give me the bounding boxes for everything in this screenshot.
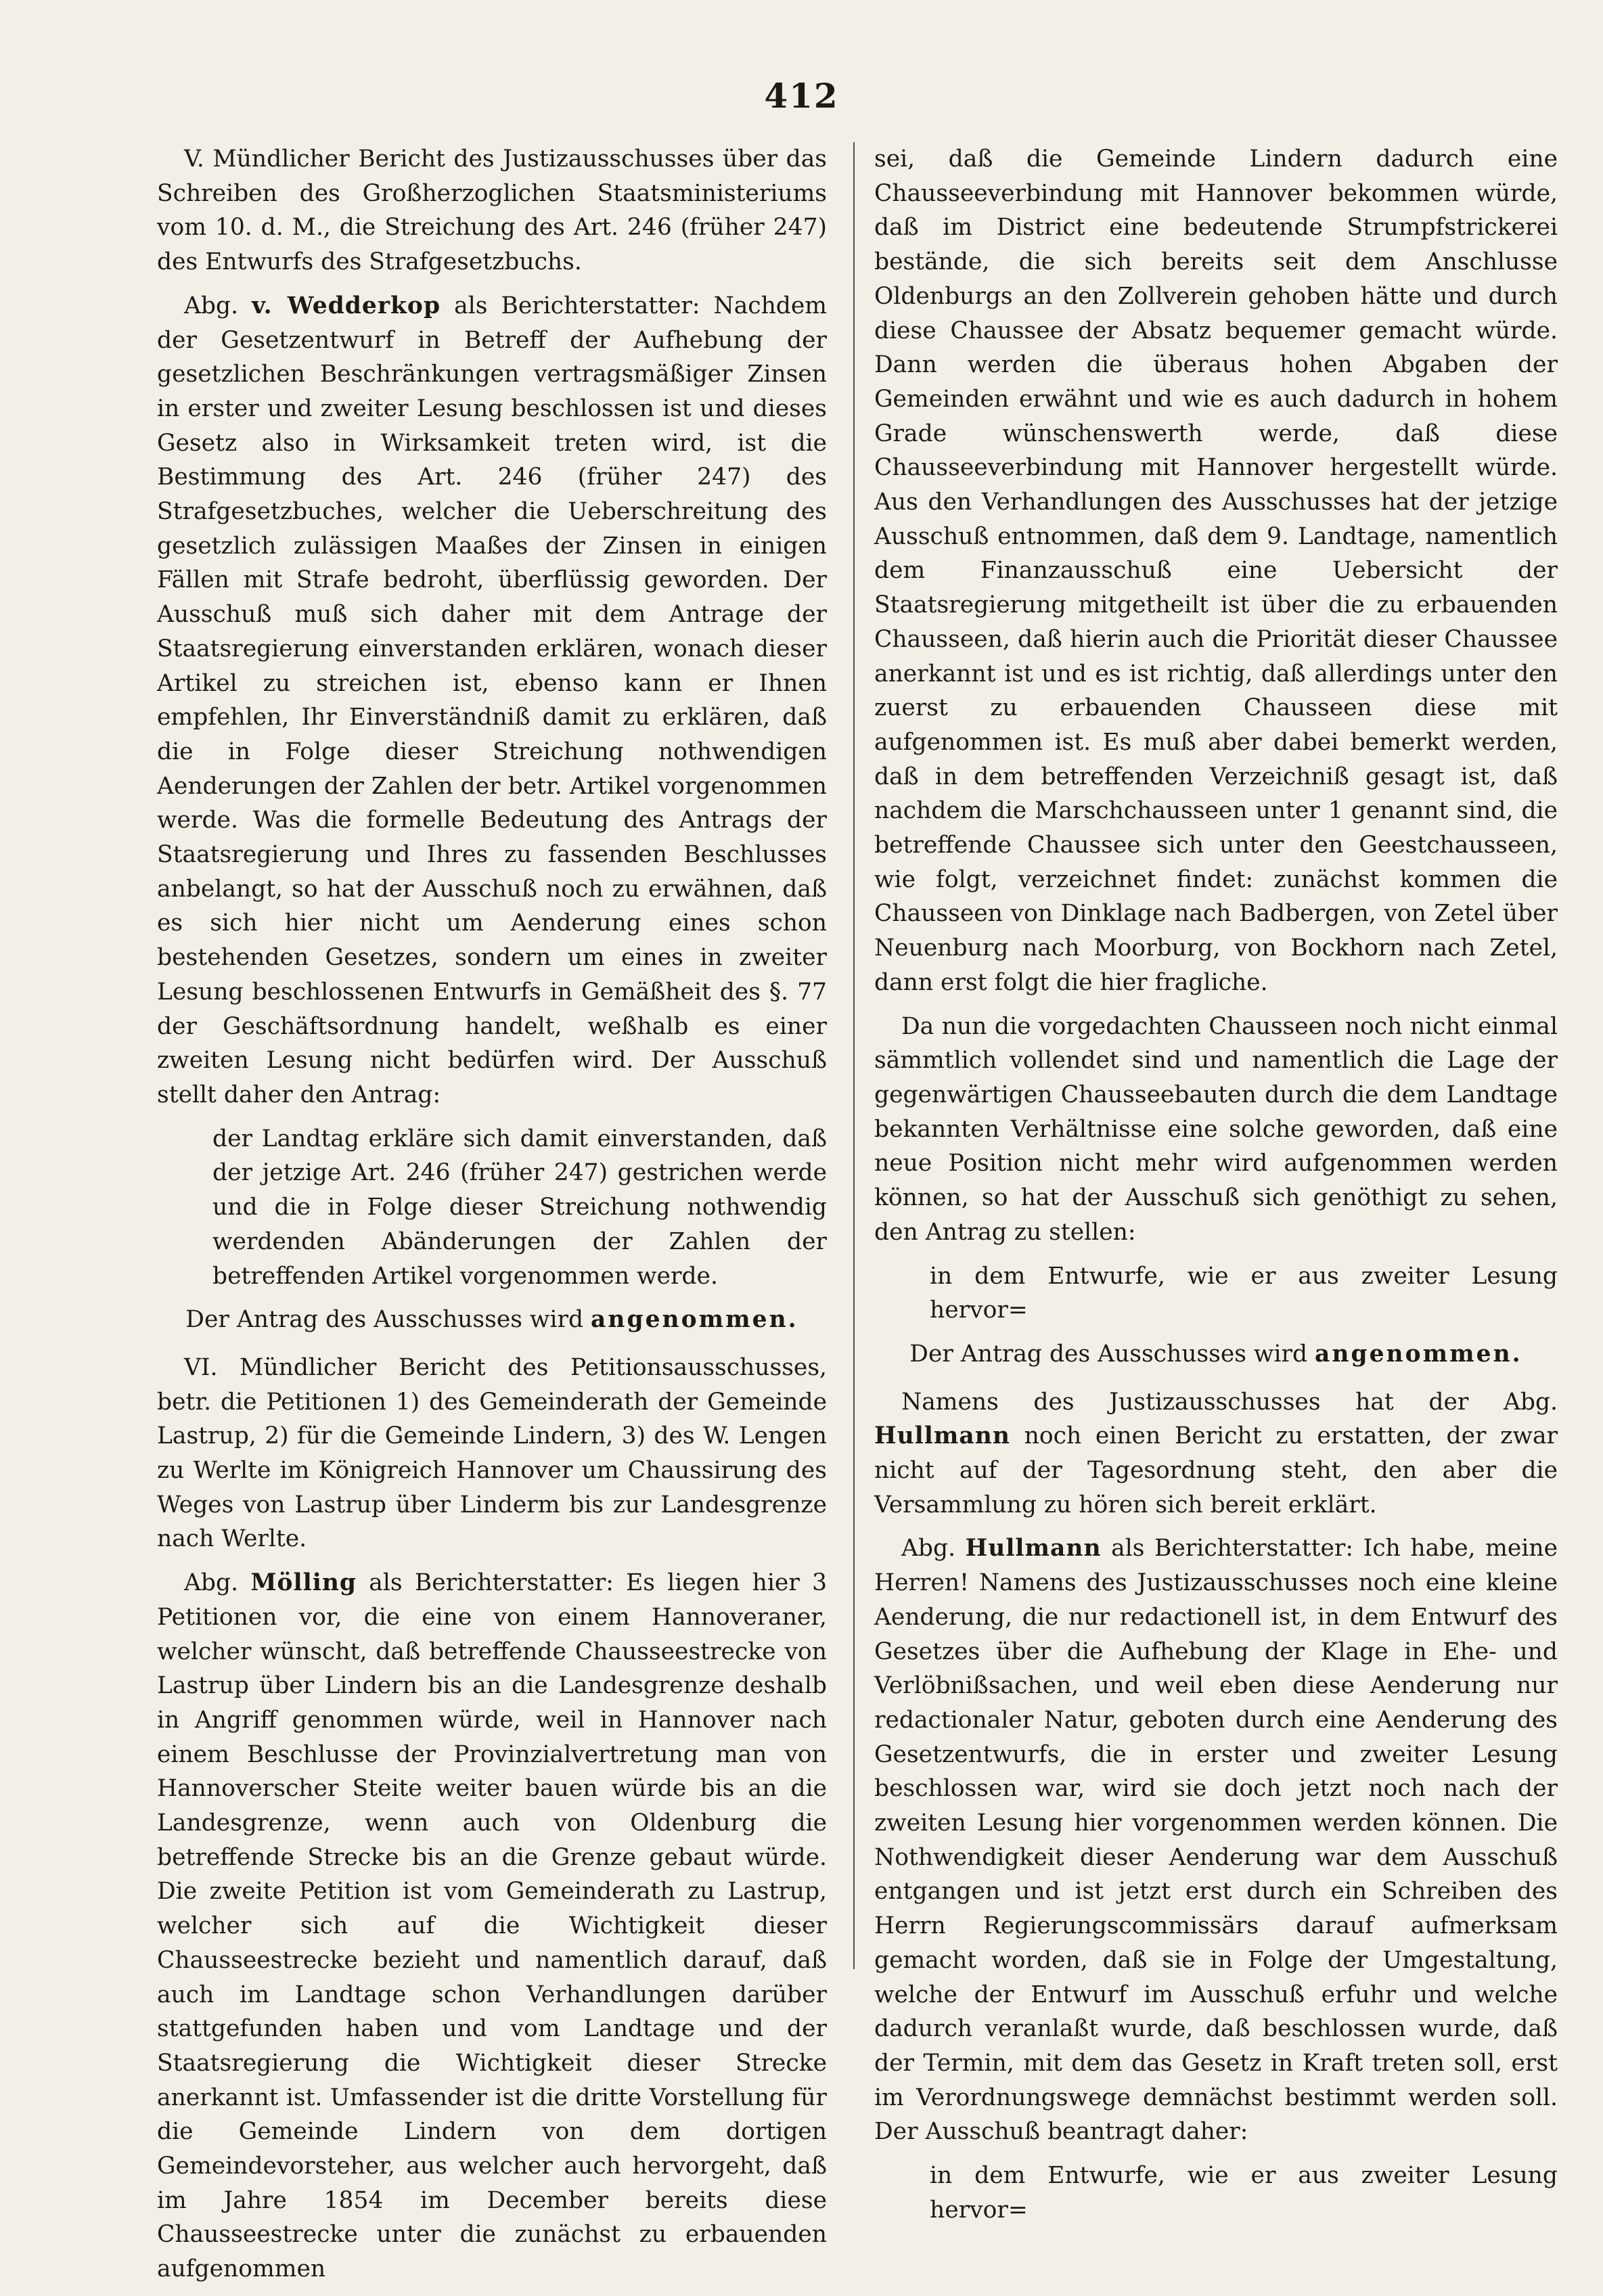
paragraph: VI. Mündlicher Bericht des Petitionsausschusses, betr. die Petitionen 1) des Gemeinderath der Gemeinde Lastrup, 2) für die Gemeinde Lindern, 3) des W. Lengen zu Werlte im Königreich Hannover um Chaussirung des Weges von Lastrup über Linderm bis zur Landesgrenze nach Werlte. [157, 1353, 827, 1553]
resolution [874, 1337, 1558, 1372]
resolution [157, 1303, 827, 1337]
motion-text: der Landtag erkläre sich damit einverstanden, daß der jetzige Art. 246 (früher 247) gestrichen werde und die in Folge dieser Streichung nothwendig werdenden Abänderungen der Zahlen der betreffenden Artikel vorgenommen werde. [212, 1125, 827, 1290]
paragraph [874, 1385, 1558, 1523]
text: als Berichterstatter: Ich habe, meine Herren! Namens des Justizausschusses noch eine kleine Aenderung, die nur redactionell ist, in dem Entwurf des Gesetzes über die Aufhebung der Klage in Ehe- und Verlöbnißsachen, und weil eben diese Aenderung nur redactionaler Natur, geboten durch eine Aenderung des Gesetzentwurfs, die in erster und zweiter Lesung beschlossen war, wird sie doch jetzt noch nach der zweiten Lesung hier vorgenommen werden können. Die Nothwendigkeit dieser Aenderung war dem Ausschuß entgangen und ist jetzt erst durch ein Schreiben des Herrn Regierungscommissärs darauf aufmerksam gemacht worden, daß sie in Folge der Umgestaltung, welche der Entwurf im Ausschuß erfuhr und welche dadurch veranlaßt wurde, daß beschlossen wurde, daß der Termin, mit dem das Gesetz in Kraft treten soll, erst im Verordnungswege demnächst bestimmt werden soll. Der Ausschuß beantragt daher: [874, 1535, 1558, 2146]
speaker-name: v. Wedderkop [252, 292, 441, 319]
speaker-name: Hullmann [965, 1535, 1102, 1562]
right-column [874, 142, 1558, 2236]
paragraph [874, 1531, 1558, 2149]
text: noch einen Bericht zu erstatten, der zwar nicht auf der Tagesordnung steht, den aber die Versammlung zu hören sich bereit erklärt. [874, 1422, 1558, 1518]
page-number: 412 [764, 76, 839, 116]
text: Der Antrag des Ausschusses wird [909, 1340, 1308, 1368]
speaker-name: Mölling [250, 1569, 357, 1597]
text: Abg. [184, 1569, 239, 1597]
paragraph [157, 289, 827, 1112]
text: Namens des Justizausschusses hat der Abg. [901, 1388, 1558, 1416]
text: Abg. [184, 292, 239, 319]
motion-text: in dem Entwurfe, wie er aus zweiter Lesung hervor= [930, 1262, 1558, 1324]
paragraph: sei, daß die Gemeinde Lindern dadurch eine Chausseeverbindung mit Hannover bekommen würde, daß im District eine bedeutende Strumpfstrickerei bestände, die sich bereits seit dem Anschlusse Oldenburgs an den Zollverein gehoben hätte und durch diese Chaussee der Absatz bequemer gemacht würde. Dann werden die überaus hohen Abgaben der Gemeinden erwähnt und wie es auch dadurch in hohem Grade wünschenswerth werde, daß diese Chausseeverbindung mit Hannover hergestellt würde. Aus den Verhandlungen des Ausschusses hat der jetzige Ausschuß entnommen, daß dem 9. Landtage, namentlich dem Finanzausschuß eine Uebersicht der Staatsregierung mitgetheilt ist über die zu erbauenden Chausseen, daß hierin auch die Priorität dieser Chaussee anerkannt ist und es ist richtig, daß allerdings unter den zuerst zu erbauenden Chausseen diese mit aufgenommen ist. Es muß aber dabei bemerkt werden, daß in dem betreffenden Verzeichniß gesagt ist, daß nachdem die Marschchausseen unter 1 genannt sind, die betreffende Chaussee sich unter den Geestchausseen, wie folgt, verzeichnet findet: zunächst kommen die Chausseen von Dinklage nach Badbergen, von Zetel über Neuenburg nach Moorburg, von Bockhorn nach Zetel, dann erst folgt die hier fragliche. [874, 145, 1558, 996]
text: als Berichterstatter: Nachdem der Gesetzentwurf in Betreff der Aufhebung der gesetzlichen Beschränkungen vertragsmäßiger Zinsen in erster und zweiter Lesung beschlossen ist und dieses Gesetz also in Wirksamkeit treten wird, ist die Bestimmung des Art. 246 (früher 247) des Strafgesetzbuches, welcher die Ueberschreitung des gesetzlich zulässigen Maaßes der Zinsen in einigen Fällen mit Strafe bedroht, überflüssig geworden. Der Ausschuß muß sich daher mit dem Antrage der Staatsregierung einverstanden erklären, wonach dieser Artikel zu streichen ist, ebenso kann er Ihnen empfehlen, Ihr Einverständniß damit zu erklären, daß die in Folge dieser Streichung nothwendigen Aenderungen der Zahlen der betr. Artikel vorgenommen werde. Was die formelle Bedeutung des Antrags der Staatsregierung und Ihres zu fassenden Beschlusses anbelangt, so hat der Ausschuß noch zu erwähnen, daß es sich hier nicht um Aenderung eines schon bestehenden Gesetzes, sondern um eines in zweiter Lesung beschlossenen Entwurfs in Gemäßheit des §. 77 der Geschäftsordnung handelt, weßhalb es einer zweiten Lesung nicht bedürfen wird. Der Ausschuß stellt daher den Antrag: [157, 292, 828, 1108]
paragraph [157, 1566, 827, 2287]
emphasis: angenommen. [1315, 1340, 1522, 1368]
speaker-name: Hullmann [874, 1422, 1010, 1450]
paragraph: V. Mündlicher Bericht des Justizausschusses über das Schreiben des Großherzoglichen Staatsministeriums vom 10. d. M., die Streichung des Art. 246 (früher 247) des Entwurfs des Strafgesetzbuchs. [157, 145, 827, 276]
paragraph: Da nun die vorgedachten Chausseen noch nicht einmal sämmtlich vollendet sind und namentlich die Lage der gegenwärtigen Chausseebauten durch die dem Landtage bekannten Verhältnisse eine solche geworden, daß eine neue Position nicht mehr wird aufgenommen werden können, so hat der Ausschuß sich genöthigt zu sehen, den Antrag zu stellen: [874, 1012, 1558, 1246]
emphasis: angenommen. [591, 1306, 798, 1334]
column-divider [853, 142, 855, 1969]
text: Abg. [901, 1535, 956, 1562]
text: als Berichterstatter: Es liegen hier 3 Petitionen vor, die eine von einem Hannoveraner, welcher wünscht, daß betreffende Chausseestrecke von Lastrup über Lindern bis an die Landesgrenze deshalb in Angriff genommen würde, weil in Hannover nach einem Beschlusse der Provinzialvertretung man von Hannoverscher Steite weiter bauen würde bis an die Landesgrenze, wenn auch von Oldenburg die betreffende Strecke bis an die Grenze gebaut würde. Die zweite Petition ist vom Gemeinderath zu Lastrup, welcher sich auf die Wichtigkeit dieser Chausseestrecke bezieht und namentlich darauf, daß auch im Landtage schon Verhandlungen darüber stattgefunden haben und vom Landtage und der Staatsregierung die Wichtigkeit dieser Strecke anerkannt ist. Umfassender ist die dritte Vorstellung für die Gemeinde Lindern von dem dortigen Gemeindevorsteher, aus welcher auch hervorgeht, daß im Jahre 1854 im December bereits diese Chausseestrecke unter die zunächst zu erbauenden aufgenommen [157, 1569, 828, 2283]
text: Der Antrag des Ausschusses wird [185, 1306, 584, 1334]
left-column [157, 142, 827, 2296]
motion-text: in dem Entwurfe, wie er aus zweiter Lesung hervor= [930, 2162, 1558, 2224]
